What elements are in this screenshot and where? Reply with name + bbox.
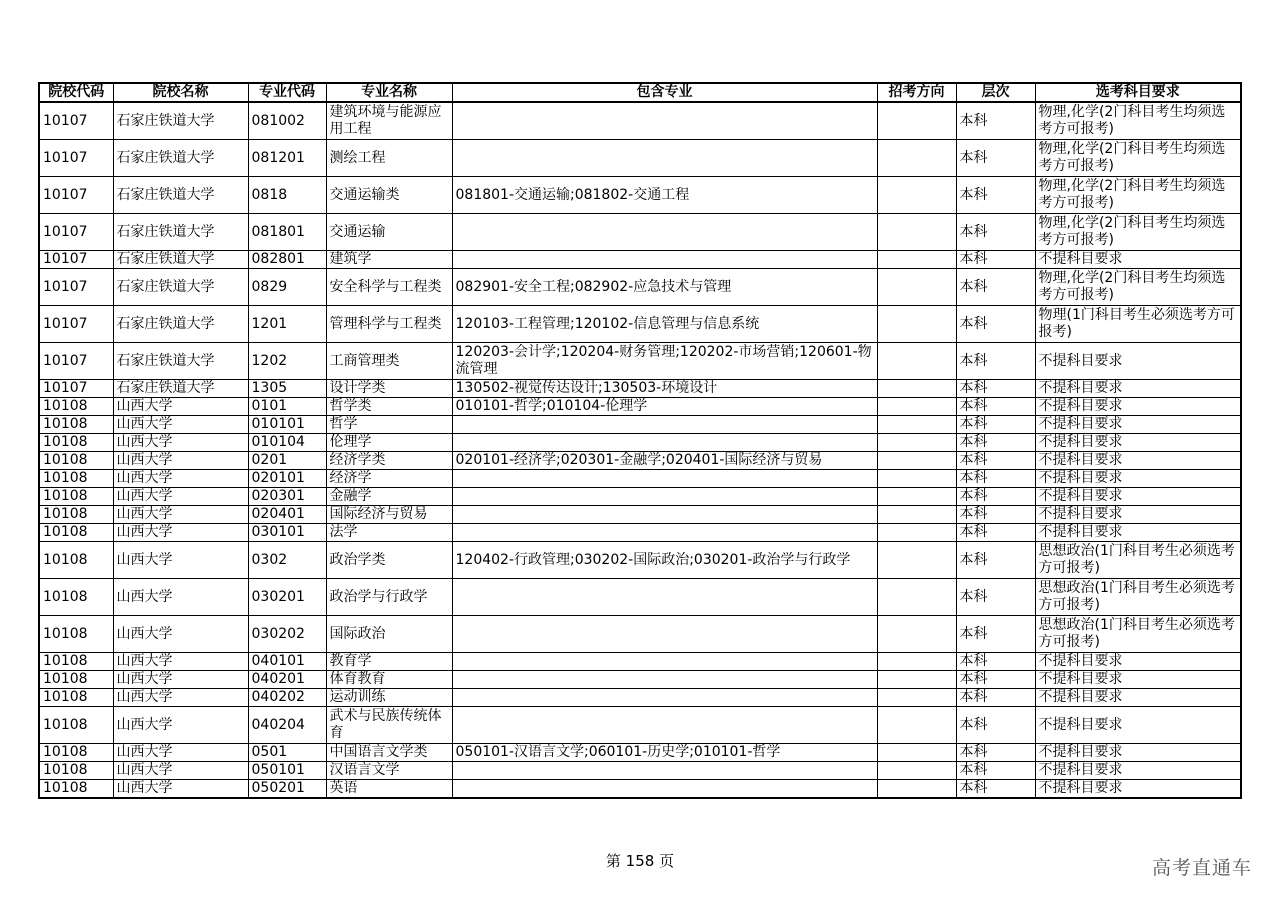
subject-requirement-cell: 物理,化学(2门科目考生均须选考方可报考) bbox=[1035, 140, 1241, 177]
school-code-cell: 10107 bbox=[39, 343, 113, 380]
admission-direction-cell bbox=[877, 653, 956, 671]
major-code-cell: 030201 bbox=[248, 579, 326, 616]
subject-requirement-cell: 思想政治(1门科目考生必须选考方可报考) bbox=[1035, 579, 1241, 616]
major-code-cell: 081801 bbox=[248, 214, 326, 251]
table-row bbox=[39, 306, 1241, 343]
school-name-cell: 石家庄铁道大学 bbox=[113, 343, 248, 380]
subject-requirement-cell: 物理(1门科目考生必须选考方可报考) bbox=[1035, 306, 1241, 343]
table-header-row bbox=[39, 83, 1241, 102]
school-code-cell: 10108 bbox=[39, 780, 113, 799]
table-row bbox=[39, 542, 1241, 579]
school-code-cell: 10108 bbox=[39, 416, 113, 434]
included-majors-cell bbox=[452, 616, 877, 653]
header-school-code: 院校代码 bbox=[39, 83, 113, 102]
major-name-cell: 设计学类 bbox=[326, 380, 452, 398]
page-number: 第 158 页 bbox=[605, 852, 675, 870]
subject-requirement-cell: 物理,化学(2门科目考生均须选考方可报考) bbox=[1035, 177, 1241, 214]
major-name-cell: 国际经济与贸易 bbox=[326, 506, 452, 524]
table-row bbox=[39, 452, 1241, 470]
subject-requirement-cell: 不提科目要求 bbox=[1035, 671, 1241, 689]
level-cell: 本科 bbox=[956, 744, 1035, 762]
included-majors-cell bbox=[452, 251, 877, 269]
level-cell: 本科 bbox=[956, 780, 1035, 799]
major-code-cell: 040204 bbox=[248, 707, 326, 744]
school-code-cell: 10108 bbox=[39, 579, 113, 616]
school-name-cell: 山西大学 bbox=[113, 416, 248, 434]
major-name-cell: 哲学类 bbox=[326, 398, 452, 416]
school-code-cell: 10108 bbox=[39, 707, 113, 744]
subject-requirement-cell: 思想政治(1门科目考生必须选考方可报考) bbox=[1035, 616, 1241, 653]
table-row bbox=[39, 506, 1241, 524]
major-name-cell: 建筑环境与能源应用工程 bbox=[326, 102, 452, 140]
school-code-cell: 10107 bbox=[39, 140, 113, 177]
level-cell: 本科 bbox=[956, 542, 1035, 579]
major-code-cell: 081201 bbox=[248, 140, 326, 177]
subject-requirement-cell: 不提科目要求 bbox=[1035, 653, 1241, 671]
admission-direction-cell bbox=[877, 140, 956, 177]
included-majors-cell bbox=[452, 416, 877, 434]
major-name-cell: 中国语言文学类 bbox=[326, 744, 452, 762]
admission-direction-cell bbox=[877, 177, 956, 214]
included-majors-cell bbox=[452, 762, 877, 780]
school-name-cell: 山西大学 bbox=[113, 744, 248, 762]
included-majors-cell: 020101-经济学;020301-金融学;020401-国际经济与贸易 bbox=[452, 452, 877, 470]
school-code-cell: 10108 bbox=[39, 762, 113, 780]
subject-requirement-cell: 不提科目要求 bbox=[1035, 470, 1241, 488]
subject-requirement-cell: 物理,化学(2门科目考生均须选考方可报考) bbox=[1035, 269, 1241, 306]
included-majors-cell bbox=[452, 214, 877, 251]
admission-direction-cell bbox=[877, 452, 956, 470]
major-code-cell: 040201 bbox=[248, 671, 326, 689]
school-name-cell: 山西大学 bbox=[113, 653, 248, 671]
header-admission-direction: 招考方向 bbox=[877, 83, 956, 102]
level-cell: 本科 bbox=[956, 616, 1035, 653]
included-majors-cell bbox=[452, 102, 877, 140]
major-code-cell: 030101 bbox=[248, 524, 326, 542]
major-name-cell: 政治学类 bbox=[326, 542, 452, 579]
level-cell: 本科 bbox=[956, 416, 1035, 434]
school-code-cell: 10107 bbox=[39, 214, 113, 251]
level-cell: 本科 bbox=[956, 524, 1035, 542]
school-name-cell: 石家庄铁道大学 bbox=[113, 251, 248, 269]
admission-direction-cell bbox=[877, 762, 956, 780]
table-row bbox=[39, 616, 1241, 653]
admission-direction-cell bbox=[877, 269, 956, 306]
major-name-cell: 教育学 bbox=[326, 653, 452, 671]
major-code-cell: 040101 bbox=[248, 653, 326, 671]
major-code-cell: 0302 bbox=[248, 542, 326, 579]
school-name-cell: 山西大学 bbox=[113, 671, 248, 689]
admission-direction-cell bbox=[877, 434, 956, 452]
major-name-cell: 安全科学与工程类 bbox=[326, 269, 452, 306]
school-name-cell: 山西大学 bbox=[113, 506, 248, 524]
admission-direction-cell bbox=[877, 689, 956, 707]
subject-requirement-cell: 不提科目要求 bbox=[1035, 689, 1241, 707]
table-row bbox=[39, 689, 1241, 707]
admission-direction-cell bbox=[877, 343, 956, 380]
major-code-cell: 020101 bbox=[248, 470, 326, 488]
admission-direction-cell bbox=[877, 671, 956, 689]
included-majors-cell bbox=[452, 707, 877, 744]
table-row bbox=[39, 214, 1241, 251]
subject-requirement-cell: 思想政治(1门科目考生必须选考方可报考) bbox=[1035, 542, 1241, 579]
header-school-name: 院校名称 bbox=[113, 83, 248, 102]
school-code-cell: 10107 bbox=[39, 306, 113, 343]
included-majors-cell: 081801-交通运输;081802-交通工程 bbox=[452, 177, 877, 214]
major-code-cell: 040202 bbox=[248, 689, 326, 707]
header-major-name: 专业名称 bbox=[326, 83, 452, 102]
major-name-cell: 英语 bbox=[326, 780, 452, 799]
school-code-cell: 10108 bbox=[39, 452, 113, 470]
level-cell: 本科 bbox=[956, 762, 1035, 780]
school-name-cell: 山西大学 bbox=[113, 616, 248, 653]
admission-direction-cell bbox=[877, 506, 956, 524]
major-name-cell: 测绘工程 bbox=[326, 140, 452, 177]
included-majors-cell bbox=[452, 488, 877, 506]
level-cell: 本科 bbox=[956, 488, 1035, 506]
admissions-table bbox=[38, 82, 1242, 799]
school-name-cell: 山西大学 bbox=[113, 689, 248, 707]
table-row bbox=[39, 140, 1241, 177]
major-code-cell: 082801 bbox=[248, 251, 326, 269]
level-cell: 本科 bbox=[956, 470, 1035, 488]
school-name-cell: 山西大学 bbox=[113, 434, 248, 452]
school-name-cell: 石家庄铁道大学 bbox=[113, 380, 248, 398]
level-cell: 本科 bbox=[956, 653, 1035, 671]
school-name-cell: 石家庄铁道大学 bbox=[113, 306, 248, 343]
level-cell: 本科 bbox=[956, 398, 1035, 416]
major-code-cell: 0501 bbox=[248, 744, 326, 762]
subject-requirement-cell: 不提科目要求 bbox=[1035, 434, 1241, 452]
included-majors-cell: 120402-行政管理;030202-国际政治;030201-政治学与行政学 bbox=[452, 542, 877, 579]
header-level: 层次 bbox=[956, 83, 1035, 102]
admission-direction-cell bbox=[877, 744, 956, 762]
admission-direction-cell bbox=[877, 488, 956, 506]
major-code-cell: 030202 bbox=[248, 616, 326, 653]
major-name-cell: 经济学 bbox=[326, 470, 452, 488]
major-code-cell: 1201 bbox=[248, 306, 326, 343]
major-code-cell: 1202 bbox=[248, 343, 326, 380]
major-code-cell: 050201 bbox=[248, 780, 326, 799]
school-name-cell: 山西大学 bbox=[113, 542, 248, 579]
table-row bbox=[39, 579, 1241, 616]
included-majors-cell bbox=[452, 780, 877, 799]
major-name-cell: 运动训练 bbox=[326, 689, 452, 707]
major-name-cell: 政治学与行政学 bbox=[326, 579, 452, 616]
included-majors-cell bbox=[452, 140, 877, 177]
subject-requirement-cell: 物理,化学(2门科目考生均须选考方可报考) bbox=[1035, 102, 1241, 140]
table-row bbox=[39, 343, 1241, 380]
school-code-cell: 10108 bbox=[39, 744, 113, 762]
school-name-cell: 石家庄铁道大学 bbox=[113, 177, 248, 214]
major-name-cell: 法学 bbox=[326, 524, 452, 542]
major-code-cell: 0201 bbox=[248, 452, 326, 470]
included-majors-cell bbox=[452, 671, 877, 689]
major-name-cell: 工商管理类 bbox=[326, 343, 452, 380]
admission-direction-cell bbox=[877, 416, 956, 434]
table-row bbox=[39, 416, 1241, 434]
major-code-cell: 010104 bbox=[248, 434, 326, 452]
level-cell: 本科 bbox=[956, 671, 1035, 689]
major-name-cell: 伦理学 bbox=[326, 434, 452, 452]
major-name-cell: 国际政治 bbox=[326, 616, 452, 653]
level-cell: 本科 bbox=[956, 380, 1035, 398]
admission-direction-cell bbox=[877, 398, 956, 416]
major-name-cell: 管理科学与工程类 bbox=[326, 306, 452, 343]
admission-direction-cell bbox=[877, 707, 956, 744]
subject-requirement-cell: 不提科目要求 bbox=[1035, 524, 1241, 542]
major-code-cell: 020301 bbox=[248, 488, 326, 506]
included-majors-cell: 050101-汉语言文学;060101-历史学;010101-哲学 bbox=[452, 744, 877, 762]
level-cell: 本科 bbox=[956, 452, 1035, 470]
subject-requirement-cell: 不提科目要求 bbox=[1035, 744, 1241, 762]
level-cell: 本科 bbox=[956, 140, 1035, 177]
admission-direction-cell bbox=[877, 380, 956, 398]
admission-direction-cell bbox=[877, 524, 956, 542]
table-row bbox=[39, 744, 1241, 762]
school-code-cell: 10108 bbox=[39, 671, 113, 689]
subject-requirement-cell: 不提科目要求 bbox=[1035, 707, 1241, 744]
subject-requirement-cell: 物理,化学(2门科目考生均须选考方可报考) bbox=[1035, 214, 1241, 251]
school-name-cell: 山西大学 bbox=[113, 488, 248, 506]
level-cell: 本科 bbox=[956, 689, 1035, 707]
admission-direction-cell bbox=[877, 306, 956, 343]
school-code-cell: 10108 bbox=[39, 616, 113, 653]
school-code-cell: 10108 bbox=[39, 506, 113, 524]
table-row bbox=[39, 653, 1241, 671]
school-name-cell: 石家庄铁道大学 bbox=[113, 269, 248, 306]
table-row bbox=[39, 251, 1241, 269]
included-majors-cell bbox=[452, 579, 877, 616]
table-row bbox=[39, 102, 1241, 140]
table-body bbox=[39, 102, 1241, 798]
header-subject-requirement: 选考科目要求 bbox=[1035, 83, 1241, 102]
included-majors-cell bbox=[452, 434, 877, 452]
table-row bbox=[39, 707, 1241, 744]
table-row bbox=[39, 177, 1241, 214]
table-row bbox=[39, 269, 1241, 306]
level-cell: 本科 bbox=[956, 269, 1035, 306]
subject-requirement-cell: 不提科目要求 bbox=[1035, 780, 1241, 799]
admission-direction-cell bbox=[877, 780, 956, 799]
level-cell: 本科 bbox=[956, 177, 1035, 214]
major-name-cell: 哲学 bbox=[326, 416, 452, 434]
school-code-cell: 10107 bbox=[39, 269, 113, 306]
table-row bbox=[39, 488, 1241, 506]
level-cell: 本科 bbox=[956, 434, 1035, 452]
major-code-cell: 050101 bbox=[248, 762, 326, 780]
school-code-cell: 10108 bbox=[39, 689, 113, 707]
school-code-cell: 10107 bbox=[39, 380, 113, 398]
level-cell: 本科 bbox=[956, 343, 1035, 380]
included-majors-cell bbox=[452, 506, 877, 524]
admission-direction-cell bbox=[877, 214, 956, 251]
school-code-cell: 10108 bbox=[39, 653, 113, 671]
school-code-cell: 10107 bbox=[39, 251, 113, 269]
included-majors-cell bbox=[452, 470, 877, 488]
school-code-cell: 10108 bbox=[39, 542, 113, 579]
included-majors-cell: 120203-会计学;120204-财务管理;120202-市场营销;120601-物流管理 bbox=[452, 343, 877, 380]
table-row bbox=[39, 398, 1241, 416]
level-cell: 本科 bbox=[956, 506, 1035, 524]
major-name-cell: 交通运输 bbox=[326, 214, 452, 251]
table-row bbox=[39, 524, 1241, 542]
included-majors-cell: 082901-安全工程;082902-应急技术与管理 bbox=[452, 269, 877, 306]
included-majors-cell bbox=[452, 689, 877, 707]
school-code-cell: 10108 bbox=[39, 470, 113, 488]
subject-requirement-cell: 不提科目要求 bbox=[1035, 398, 1241, 416]
table-row bbox=[39, 762, 1241, 780]
watermark-logo-text: 高考直通车 bbox=[1151, 857, 1252, 879]
school-code-cell: 10108 bbox=[39, 434, 113, 452]
subject-requirement-cell: 不提科目要求 bbox=[1035, 452, 1241, 470]
subject-requirement-cell: 不提科目要求 bbox=[1035, 506, 1241, 524]
major-code-cell: 0101 bbox=[248, 398, 326, 416]
major-name-cell: 经济学类 bbox=[326, 452, 452, 470]
school-name-cell: 石家庄铁道大学 bbox=[113, 102, 248, 140]
school-name-cell: 山西大学 bbox=[113, 579, 248, 616]
major-name-cell: 体育教育 bbox=[326, 671, 452, 689]
admission-direction-cell bbox=[877, 579, 956, 616]
level-cell: 本科 bbox=[956, 579, 1035, 616]
table-row bbox=[39, 470, 1241, 488]
school-name-cell: 山西大学 bbox=[113, 762, 248, 780]
subject-requirement-cell: 不提科目要求 bbox=[1035, 488, 1241, 506]
school-name-cell: 山西大学 bbox=[113, 707, 248, 744]
school-name-cell: 山西大学 bbox=[113, 780, 248, 799]
school-name-cell: 山西大学 bbox=[113, 524, 248, 542]
included-majors-cell: 120103-工程管理;120102-信息管理与信息系统 bbox=[452, 306, 877, 343]
subject-requirement-cell: 不提科目要求 bbox=[1035, 343, 1241, 380]
header-included-majors: 包含专业 bbox=[452, 83, 877, 102]
school-code-cell: 10107 bbox=[39, 177, 113, 214]
major-name-cell: 汉语言文学 bbox=[326, 762, 452, 780]
subject-requirement-cell: 不提科目要求 bbox=[1035, 762, 1241, 780]
admissions-table-container bbox=[38, 82, 1240, 799]
school-code-cell: 10108 bbox=[39, 488, 113, 506]
major-name-cell: 交通运输类 bbox=[326, 177, 452, 214]
level-cell: 本科 bbox=[956, 251, 1035, 269]
major-name-cell: 建筑学 bbox=[326, 251, 452, 269]
admission-direction-cell bbox=[877, 251, 956, 269]
table-row bbox=[39, 671, 1241, 689]
school-name-cell: 石家庄铁道大学 bbox=[113, 140, 248, 177]
school-name-cell: 石家庄铁道大学 bbox=[113, 214, 248, 251]
admission-direction-cell bbox=[877, 470, 956, 488]
major-name-cell: 武术与民族传统体育 bbox=[326, 707, 452, 744]
level-cell: 本科 bbox=[956, 214, 1035, 251]
table-row bbox=[39, 380, 1241, 398]
included-majors-cell: 130502-视觉传达设计;130503-环境设计 bbox=[452, 380, 877, 398]
major-name-cell: 金融学 bbox=[326, 488, 452, 506]
level-cell: 本科 bbox=[956, 707, 1035, 744]
major-code-cell: 020401 bbox=[248, 506, 326, 524]
included-majors-cell bbox=[452, 524, 877, 542]
table-row bbox=[39, 434, 1241, 452]
school-code-cell: 10108 bbox=[39, 398, 113, 416]
level-cell: 本科 bbox=[956, 306, 1035, 343]
header-major-code: 专业代码 bbox=[248, 83, 326, 102]
level-cell: 本科 bbox=[956, 102, 1035, 140]
admission-direction-cell bbox=[877, 102, 956, 140]
school-name-cell: 山西大学 bbox=[113, 470, 248, 488]
included-majors-cell: 010101-哲学;010104-伦理学 bbox=[452, 398, 877, 416]
table-row bbox=[39, 780, 1241, 799]
school-code-cell: 10107 bbox=[39, 102, 113, 140]
school-name-cell: 山西大学 bbox=[113, 452, 248, 470]
admission-direction-cell bbox=[877, 616, 956, 653]
major-code-cell: 0818 bbox=[248, 177, 326, 214]
major-code-cell: 0829 bbox=[248, 269, 326, 306]
subject-requirement-cell: 不提科目要求 bbox=[1035, 416, 1241, 434]
included-majors-cell bbox=[452, 653, 877, 671]
major-code-cell: 1305 bbox=[248, 380, 326, 398]
school-code-cell: 10108 bbox=[39, 524, 113, 542]
admission-direction-cell bbox=[877, 542, 956, 579]
major-code-cell: 010101 bbox=[248, 416, 326, 434]
subject-requirement-cell: 不提科目要求 bbox=[1035, 251, 1241, 269]
school-name-cell: 山西大学 bbox=[113, 398, 248, 416]
major-code-cell: 081002 bbox=[248, 102, 326, 140]
subject-requirement-cell: 不提科目要求 bbox=[1035, 380, 1241, 398]
